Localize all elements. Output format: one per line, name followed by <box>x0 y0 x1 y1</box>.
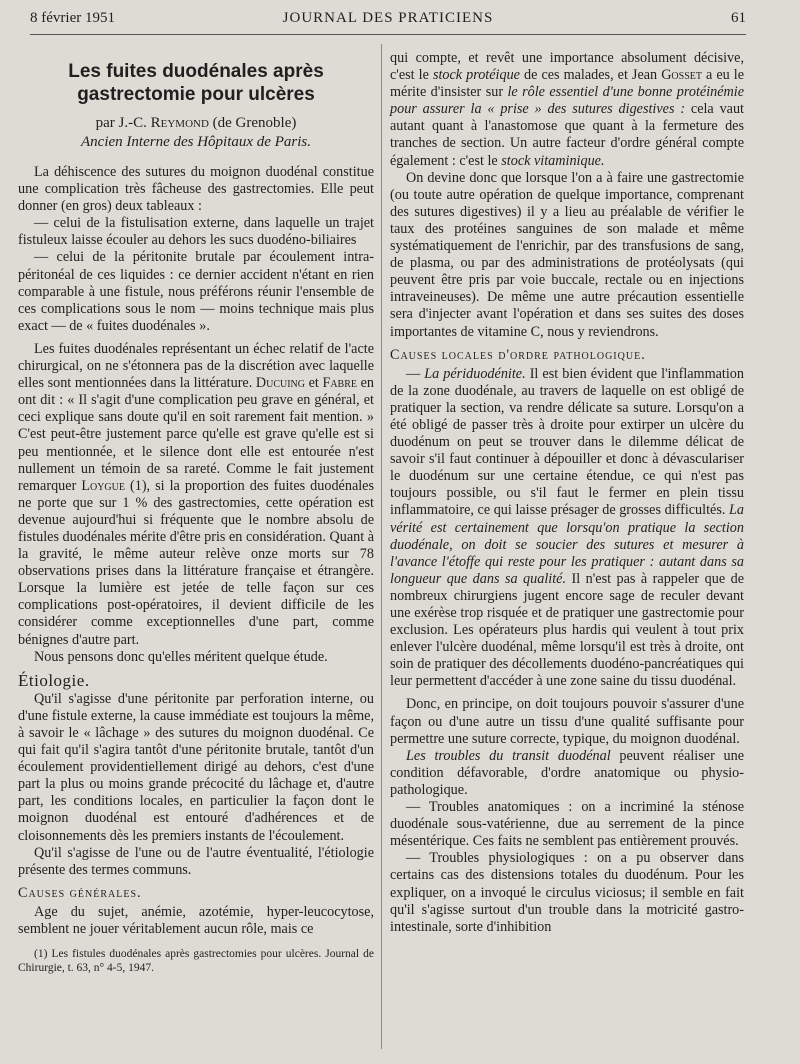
header-rule <box>30 34 746 35</box>
emphasis: La vérité est certainement que lorsqu'on pratique la section duodénale, on doit se soucier des sutures et mesurer à l'avance l'étoffe qui reste pour les pratiquer : autant dans sa longueur que dans sa qualité. <box>390 502 744 587</box>
paragraph-litterature <box>18 341 374 649</box>
running-header <box>30 10 746 32</box>
text-run: — <box>406 365 421 382</box>
paragraph-troubles-anatomiques: — Troubles anatomiques : on a incriminé la sténose duodénale sous-vatérienne, due au serrement de la pince mésentérique. Ces faits ne semblent pas entièrement prouvés. <box>390 799 744 850</box>
author-suffix: (de Grenoble) <box>212 115 297 131</box>
text-run: en ont dit : « Il s'agit d'une complication peu grave en général, et ceci explique sans doute qu'il en soit rarement fait mention. » C'est peut-être justement parce qu'elle est grave qu'elle est si peu mentionnée, et le silence dont elle est entourée n'est nullement un témoin de sa rareté. Comme le fait justement remarquer <box>18 375 374 494</box>
footnote: (1) Les fistules duodénales après gastrectomies pour ulcères. Journal de Chirurgie, t. 63, n° 4-5, 1947. <box>18 948 374 974</box>
text-run: cela vaut autant quant à l'anastomose que quant à la fermeture des tranches de section. Un autre facteur d'ordre général compte également : c'est le <box>390 101 744 169</box>
text-run: Les fuites duodénales représentant un échec relatif de l'acte chirurgical, on ne s'étonnera pas de la discrétion avec laquelle elles sont mentionnées dans la littérature. <box>18 340 374 392</box>
author-ref-gosset: Gosset <box>661 67 702 84</box>
author-ref-ducuing: Ducuing <box>255 375 305 392</box>
text-run: Il n'est pas à rappeler que de nombreux chirurgiens jugent encore sage de reculer devant une exérèse trop risquée et de pratiquer une gastrectomie pour exclusion. Les opérateurs plus hardis qui veulent à tout prix enlever l'ulcère duodénal, même lorsqu'il est très à droite, ont soin de pratiquer des décollements duodéno-pancréatiques qui leur permettent d'accéder à une zone saine du tissu duodénal. <box>390 570 744 690</box>
text-run: peuvent réaliser une condition défavorable, d'ordre anatomique ou physio-pathologique. <box>390 747 745 798</box>
paragraph-principe: Donc, en principe, on doit toujours pouvoir s'assurer d'une façon ou d'une autre un tissu d'une qualité suffisante pour permettre une suture correcte, typique, du moignon duodénal. <box>390 696 744 747</box>
text-run: de ces malades, et Jean <box>524 67 658 84</box>
paragraph-age-sujet: Age du sujet, anémie, azotémie, hyper-leucocytose, semblent ne jouer véritablement aucun rôle, mais ce <box>18 903 374 938</box>
text-run: (1), si la proportion des fuites duodénales ne porte que sur 1 % des gastrectomies, cette opération est devenue aujourd'hui si fréquente que le nombre absolu de fistules duodénales mérite d'être pris en considération. Quant à la gravité, le même auteur relève onze morts sur 78 observations prises dans la littérature française et étrangère. Lorsque la lumière est jetée de telle façon sur ces complications post-opératoires, il devient difficile de les considérer comme exceptionnelles d'une part, comme bénignes d'autre part. <box>18 477 375 648</box>
paragraph-peritonite: — celui de la péritonite brutale par écoulement intra-péritonéal de ces liquides : ce dernier accident n'étant en rien comparable à une fistule, nous préférons réunir l'ensemble de ces complications sous le nom — moins technique mais plus exact — de « fuites duodénales ». <box>18 249 374 334</box>
author-prefix: par J.-C. <box>95 115 147 131</box>
text-run: et <box>308 375 319 392</box>
text-run: Il est bien évident que l'inflammation de la zone duodénale, au travers de laquelle on est obligé de pratiquer la section, va rendre délicate sa suture. Lorsqu'on a été obligé de passer très à droite pour extirper un ulcère du duodénum on peut se trouver dans le dilemme délicat de savoir s'il faut continuer à dépouiller et donc à dévasculariser le duodénum sur une certaine étendue, ce qui n'est pas toujours possible, ou s'il faut le fermer en plein tissu inflammatoire, ce qui laisse présager de grosses difficultés. <box>390 365 744 519</box>
paragraph-termes-communs: Qu'il s'agisse de l'une ou de l'autre éventualité, l'étiologie présente des termes communs. <box>18 844 374 878</box>
header-journal-name: JOURNAL DES PRATICIENS <box>282 10 494 26</box>
column-divider <box>381 44 382 1049</box>
section-heading-etiologie: Étiologie. <box>18 670 90 690</box>
paragraph-stock-proteique <box>390 50 744 170</box>
right-column <box>390 50 744 936</box>
paragraph-periduodenite <box>390 366 744 691</box>
paragraph-etude: Nous pensons donc qu'elles méritent quelque étude. <box>34 648 328 665</box>
author-ref-loygue: Loygue <box>81 477 125 494</box>
left-column <box>18 58 374 975</box>
author-name: Reymond <box>150 115 209 131</box>
subsection-heading-causes-generales: Causes générales. <box>18 884 142 901</box>
emphasis: stock protéique <box>432 67 520 84</box>
emphasis: le rôle essentiel d'une bonne protéinémie pour assurer la « prise » des sutures digestives : <box>390 84 745 118</box>
subsection-heading-causes-locales: Causes locales d'ordre pathologique. <box>390 346 646 363</box>
paragraph-precautions: On devine donc que lorsque l'on a à faire une gastrectomie (ou toute autre opération de quelque importance, comprenant des sutures digestives) il y a lieu au préalable de vérifier le taux des protéines sanguines de son malade et même systématiquement de l'enrichir, par des transfusions de sang, de plasma, ou par des administrations de protéolysats (qui peuvent être pris par voie buccale, rectale ou en injections intraveineuses). De même une autre précaution essentielle sera d'injecter avant l'opération et dans ses suites des doses importantes de vitamine C, nous y reviendrons. <box>390 169 744 340</box>
article-author <box>18 114 374 133</box>
author-ref-fabre: Fabre <box>322 375 357 392</box>
article-title: Les fuites duodénales après gastrectomie pour ulcères <box>68 61 324 105</box>
paragraph-intro: La déhiscence des sutures du moignon duodénal constitue une complication très fâcheuse des gastrectomies. Elle peut donner (en gros) deux tableaux : <box>18 164 374 215</box>
paragraph-cause-immediate: Qu'il s'agisse d'une péritonite par perforation interne, ou d'une fistule externe, la cause immédiate est toujours la même, à savoir le « lâchage » des sutures du moignon duodénal. Ce qui fait qu'il s'agira tantôt d'une péritonite brutale, tantôt d'un écoulement providentiellement dirigé au dehors, c'est d'une part la plus ou moins grande précocité du lâchage et, d'autre part, les conditions locales, en particulier la façon dont le moignon duodénal est entouré d'adhérences et de cloisonnements dès les premiers instants de l'écoulement. <box>18 690 374 844</box>
text-run: qui compte, et revêt une importance absolument décisive, c'est le <box>390 50 744 84</box>
emphasis: La périduodénite. <box>424 365 526 382</box>
emphasis: Les troubles du transit duodénal <box>406 747 611 764</box>
header-date: 8 février 1951 <box>30 10 115 26</box>
paragraph-troubles-transit <box>390 748 744 799</box>
paragraph-fistulisation: — celui de la fistulisation externe, dans laquelle un trajet fistuleux laisse écouler au dehors les sucs duodéno-biliaires <box>18 215 374 249</box>
header-page-number: 61 <box>731 10 746 26</box>
emphasis: stock vitaminique. <box>501 152 605 169</box>
paragraph-troubles-physiologiques: — Troubles physiologiques : on a pu observer dans certains cas des distensions totales du duodénum. Pour les expliquer, on a invoqué le circulus viciosus; il semble en fait qu'il s'agisse surtout d'un trouble dans la motricité gastro-intestinale, sorte d'inhibition <box>390 850 744 935</box>
text-run: a eu le mérite d'insister sur <box>390 67 745 101</box>
author-affiliation: Ancien Interne des Hôpitaux de Paris. <box>81 134 311 150</box>
